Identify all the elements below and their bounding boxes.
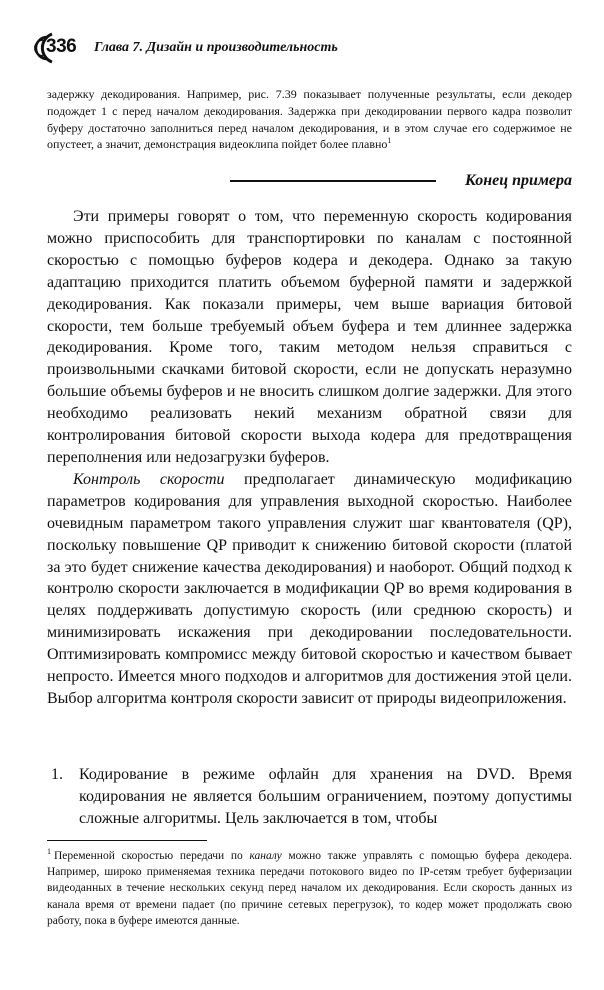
list-item-text: Кодирование в режиме офлайн для хранения на DVD. Время кодирования не является большим ограничением, поэтому допустимы сложные алгоритмы. Цель заключается в том, чтобы [79, 766, 572, 827]
list-item [47, 764, 572, 830]
end-of-example-rule [230, 180, 436, 182]
paragraph-2 [47, 469, 572, 710]
end-of-example-label: Конец примера [465, 172, 572, 189]
footnote-reference: 1 [387, 136, 392, 146]
footnote-rule [47, 840, 207, 841]
footnote-text-start: Переменной скоростью передачи по [54, 850, 250, 862]
paragraph-2-text: предполагает динамическую модификацию параметров кодирования для управления выходной скоростью. Наиболее очевидным параметром такого управления служит шаг квантователя (QP), поскольку повышение QP приводит к снижению битовой скорости (платой за это будет снижение качества декодирования) и наоборот. Общий подход к контролю скорости заключается в модификации QP во время кодирования в целях поддерживать допустимую скорость (или среднюю скорость) и минимизировать искажения при декодировании последовательности. Оптимизировать компромисс между битовой скоростью и качеством бывает непросто. Имеется много подходов и алгоритмов для достижения этой цели. Выбор алгоритма контроля скорости зависит от природы видеоприложения. [47, 470, 572, 707]
main-text [47, 206, 572, 710]
list-item-number: 1. [51, 766, 63, 783]
page-header [30, 30, 590, 66]
footnote-text-end: можно также управлять с помощью буфера декодера. Например, широко применяемая техника передачи потокового видео по IP-сетям требует буферизации видеоданных в течение нескольких секунд перед началом их декодирования. Если скорость данных из канала время от времени падает (по причине сетевых перегрузок), то кодер может продолжать свою работу, пока в буфере имеются данные. [47, 850, 572, 927]
running-head: Глава 7. Дизайн и производительность [94, 40, 338, 55]
footnote-italic-word: каналу [249, 850, 282, 862]
term-rate-control: Контроль скорости [73, 470, 225, 488]
footnote-mark: 1 [47, 847, 51, 857]
numbered-list [47, 764, 572, 830]
example-continuation [47, 86, 572, 153]
example-text: задержку декодирования. Например, рис. 7.39 показывает полученные результаты, если декодер подождет 1 с перед началом декодирования. Задержка при декодировании первого кадра позволит буферу достаточно заполниться перед началом декодирования, и в этом случае его содержимое не опустеет, а значит, демонстрация видеоклипа пойдет более плавно [47, 87, 572, 152]
footnote [47, 848, 572, 929]
page-number: 336 [46, 36, 77, 57]
example-paragraph [47, 86, 572, 153]
paragraph-1: Эти примеры говорят о том, что переменную скорость кодирования можно приспособить для транспортировки по каналам с постоянной скоростью с помощью буферов кодера и декодера. Однако за такую адаптацию приходится платить объемом буферной памяти и задержкой декодирования. Как показали примеры, чем выше вариация битовой скорости, тем больше требуемый объем буфера и тем длиннее задержка декодирования. Кроме того, таким методом нельзя справиться с произвольными скачками битовой скорости, если не допускать неразумно большие объемы буферов и не вносить слишком долгие задержки. Для этого необходимо реализовать некий механизм обратной связи для контролирования битовой скорости выхода кодера для предотвращения переполнения или недозагрузки буферов. [47, 208, 572, 466]
